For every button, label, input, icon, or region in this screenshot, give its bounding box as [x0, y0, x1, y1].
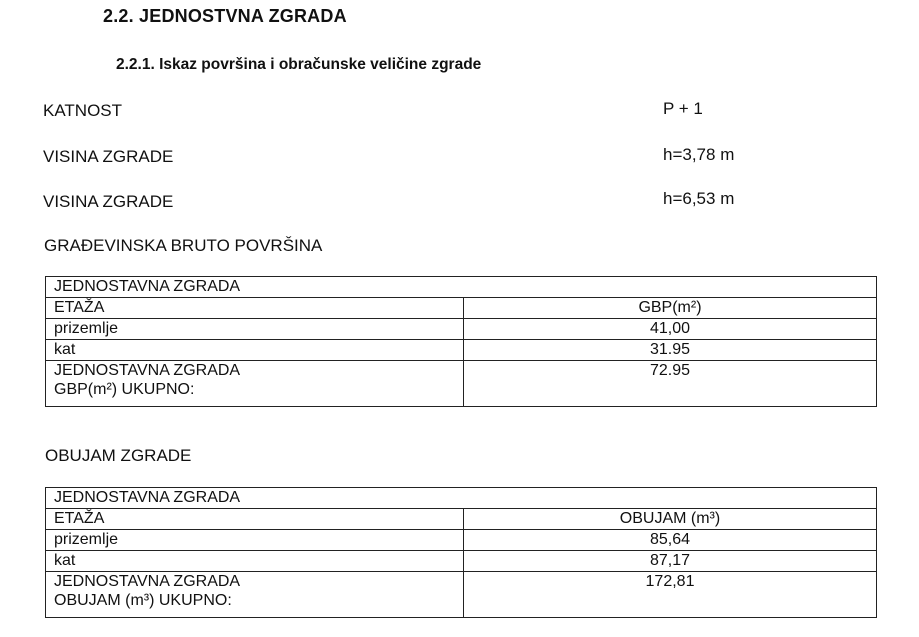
table-row [46, 340, 877, 361]
gbp-col-floor: ETAŽA [46, 298, 464, 319]
table-row [46, 551, 877, 572]
gbp-row-floor: prizemlje [46, 319, 464, 340]
spec-label-height-1: VISINA ZGRADE [43, 147, 174, 166]
table-row [46, 530, 877, 551]
volume-total-label-line-1: JEDNOSTAVNA ZGRADA [54, 573, 241, 590]
table-row [46, 488, 877, 509]
volume-row-value: 85,64 [464, 530, 877, 551]
gbp-total-label [46, 361, 464, 407]
gbp-row-value: 41,00 [464, 319, 877, 340]
spec-value-height-2: h=6,53 m [663, 189, 735, 208]
volume-col-value: OBUJAM (m³) [464, 509, 877, 530]
volume-total-label-line-2: OBUJAM (m³) UKUPNO: [54, 592, 232, 609]
gbp-total-label-line-1: JEDNOSTAVNA ZGRADA [54, 362, 241, 379]
volume-row-floor: kat [46, 551, 464, 572]
volume-col-floor: ETAŽA [46, 509, 464, 530]
volume-row-floor: prizemlje [46, 530, 464, 551]
gbp-table [45, 276, 877, 407]
spec-value-katnost: P + 1 [663, 99, 703, 118]
volume-total-label [46, 572, 464, 618]
gbp-total-label-line-2: GBP(m²) UKUPNO: [54, 381, 195, 398]
table-row [46, 509, 877, 530]
gbp-col-value: GBP(m²) [464, 298, 877, 319]
gbp-table-title: JEDNOSTAVNA ZGRADA [46, 277, 877, 298]
volume-total-value: 172,81 [464, 572, 877, 618]
volume-table [45, 487, 877, 618]
gbp-total-value: 72.95 [464, 361, 877, 407]
spec-label-katnost: KATNOST [43, 101, 123, 120]
table-row [46, 361, 877, 407]
table-row [46, 572, 877, 618]
volume-row-value: 87,17 [464, 551, 877, 572]
section-heading: 2.2. JEDNOSTVNA ZGRADA [103, 6, 347, 26]
gbp-row-value: 31.95 [464, 340, 877, 361]
table-row [46, 319, 877, 340]
spec-value-height-1: h=3,78 m [663, 145, 735, 164]
spec-label-height-2: VISINA ZGRADE [43, 192, 174, 211]
subsection-heading: 2.2.1. Iskaz površina i obračunske veličine zgrade [116, 56, 482, 73]
table-row [46, 298, 877, 319]
volume-section-title: OBUJAM ZGRADE [45, 446, 192, 465]
table-row [46, 277, 877, 298]
gbp-row-floor: kat [46, 340, 464, 361]
gbp-section-title: GRAĐEVINSKA BRUTO POVRŠINA [44, 236, 323, 255]
volume-table-title: JEDNOSTAVNA ZGRADA [46, 488, 877, 509]
